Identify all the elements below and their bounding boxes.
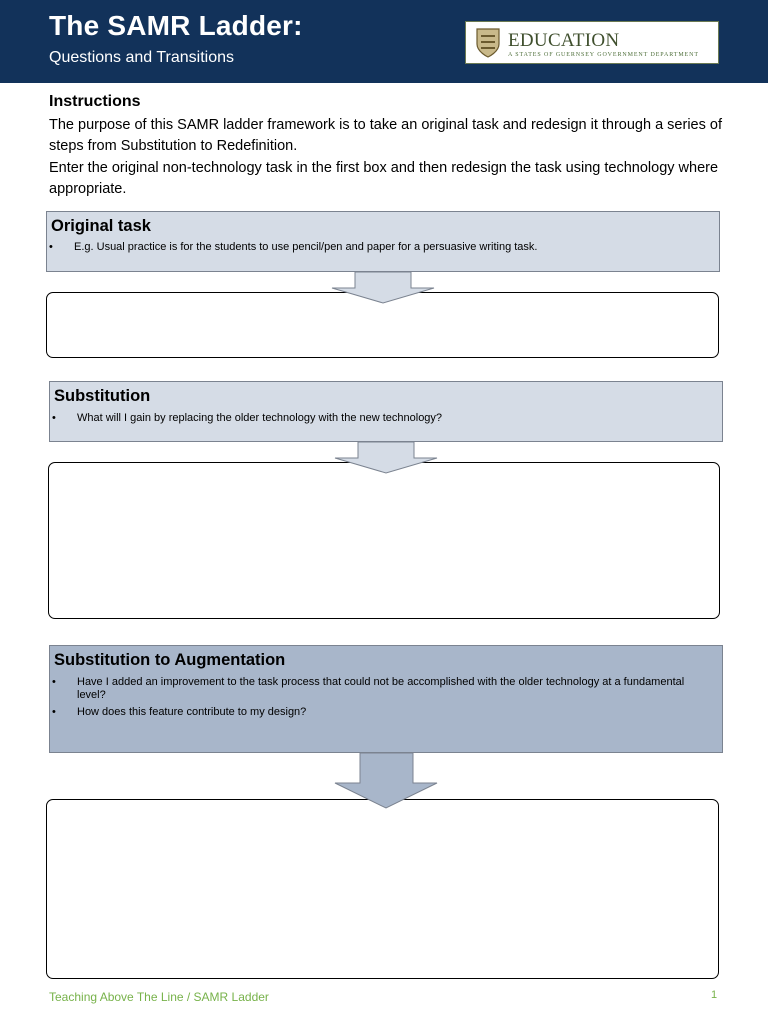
logo-wordmark: EDUCATION: [508, 30, 620, 51]
augmentation-answer-box[interactable]: [46, 799, 719, 979]
bullet-list: [74, 241, 704, 258]
augmentation-prompt: [49, 645, 723, 753]
bullet-list: [77, 412, 707, 429]
bullet-list: [77, 676, 697, 723]
bullet-item: • Have I added an improvement to the task process that could not be accomplished with the older technology at a fundamental level?: [77, 676, 697, 702]
section-title: Substitution: [54, 387, 151, 405]
down-arrow-icon: [335, 442, 437, 474]
page-number: 1: [711, 989, 718, 1001]
bullet-item: • What will I gain by replacing the older technology with the new technology?: [77, 412, 707, 425]
section-title: Substitution to Augmentation: [54, 651, 286, 669]
guernsey-crest-icon: [475, 27, 501, 59]
down-arrow-icon: [332, 272, 434, 304]
instructions-heading: Instructions: [49, 93, 141, 110]
education-logo: [465, 21, 719, 64]
header-banner: [0, 0, 768, 83]
page-title: The SAMR Ladder:: [49, 10, 303, 41]
bullet-item: • E.g. Usual practice is for the students to use pencil/pen and paper for a persuasive writing task.: [74, 241, 704, 254]
page-subtitle: Questions and Transitions: [49, 49, 234, 66]
down-arrow-icon: [335, 753, 437, 809]
original-task-prompt: [46, 211, 720, 272]
logo-tagline: A STATES OF GUERNSEY GOVERNMENT DEPARTMENT: [508, 52, 699, 58]
section-title: Original task: [51, 217, 151, 235]
substitution-prompt: [49, 381, 723, 442]
substitution-answer-box[interactable]: [48, 462, 720, 619]
instructions-paragraph-2: Enter the original non-technology task in the first box and then redesign the task using technology where appropriate.: [49, 160, 719, 197]
bullet-item: • How does this feature contribute to my design?: [77, 706, 697, 719]
instructions-paragraph-1: The purpose of this SAMR ladder framework is to take an original task and redesign it through a series of steps from Substitution to Redefinition.: [49, 117, 722, 154]
footer-label: Teaching Above The Line / SAMR Ladder: [49, 990, 269, 1004]
